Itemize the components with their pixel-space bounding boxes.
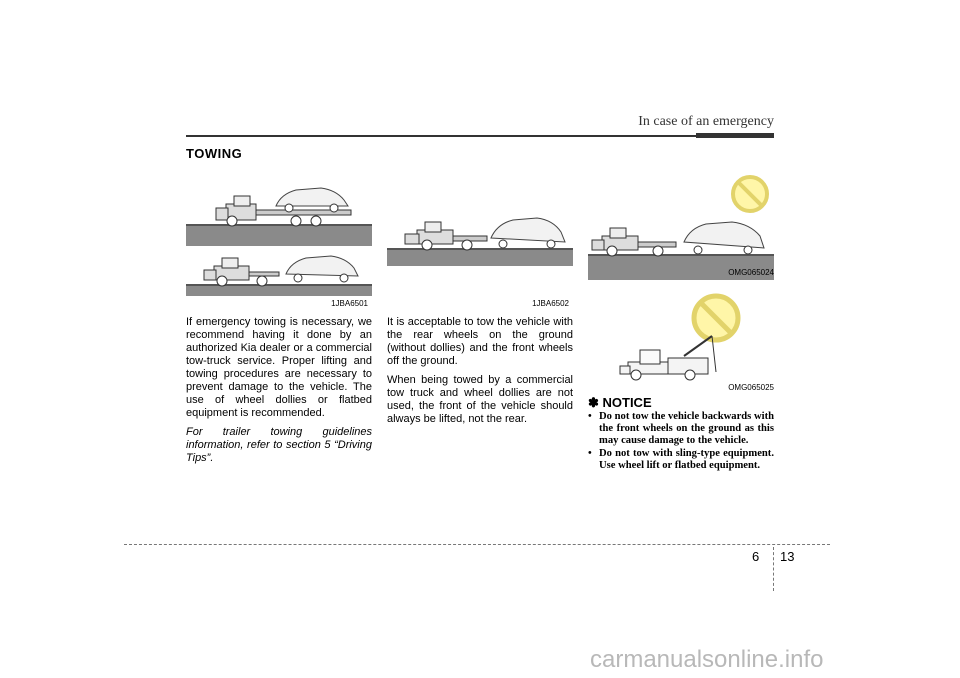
header-rule-accent [696,133,774,138]
figure-code: 1JBA6502 [532,299,569,308]
notice-item: • Do not tow with sling-type equipment. Use wheel lift or flatbed equipment. [588,448,774,472]
page-number: 13 [780,549,795,564]
notice-list [588,411,774,473]
section-title: TOWING [186,146,243,161]
figure-backwards-tow-prohibited [588,166,774,280]
column-1-text [186,316,372,471]
notice-item: • Do not tow the vehicle backwards with the front wheels on the ground as this may cause damage to the vehicle. [588,411,774,447]
towing-illustration-3 [588,166,774,280]
trailer-note: For trailer towing guidelines information, refer to section 5 “Driving Tips”. [186,426,372,464]
commercial-tow-paragraph: When being towed by a commercial tow truck and wheel dollies are not used, the front of the vehicle should always be lifted, not the rear. [387,374,573,425]
rear-wheels-paragraph: It is acceptable to tow the vehicle with the rear wheels on the ground (without dollies) and the front wheels off the ground. [387,316,573,367]
figure-sling-tow-prohibited [588,288,774,390]
figure-code: OMG065024 [728,268,774,277]
figure-code: OMG065025 [728,383,774,392]
running-header: In case of an emergency [638,114,774,129]
towing-illustration-1 [186,166,372,296]
column-2-text [387,316,573,432]
page-separator [773,547,774,591]
towing-illustration-2 [387,166,573,296]
notice-title: ✽ NOTICE [588,395,652,410]
figure-flatbed-and-wheel-lift [186,166,372,308]
footer-rule [124,544,830,545]
chapter-number: 6 [752,549,760,564]
figure-front-lift [387,166,573,308]
towing-illustration-4 [588,288,774,390]
figure-code: 1JBA6501 [331,299,368,308]
header-rule [186,135,774,137]
watermark: carmanualsonline.info [590,646,824,673]
towing-paragraph: If emergency towing is necessary, we recommend having it done by an authorized Kia dealer or a commercial tow-truck service. Proper lifting and towing procedures are necessary to prevent damage to the vehicle. The use of wheel dollies or flatbed equipment is recommended. [186,316,372,419]
